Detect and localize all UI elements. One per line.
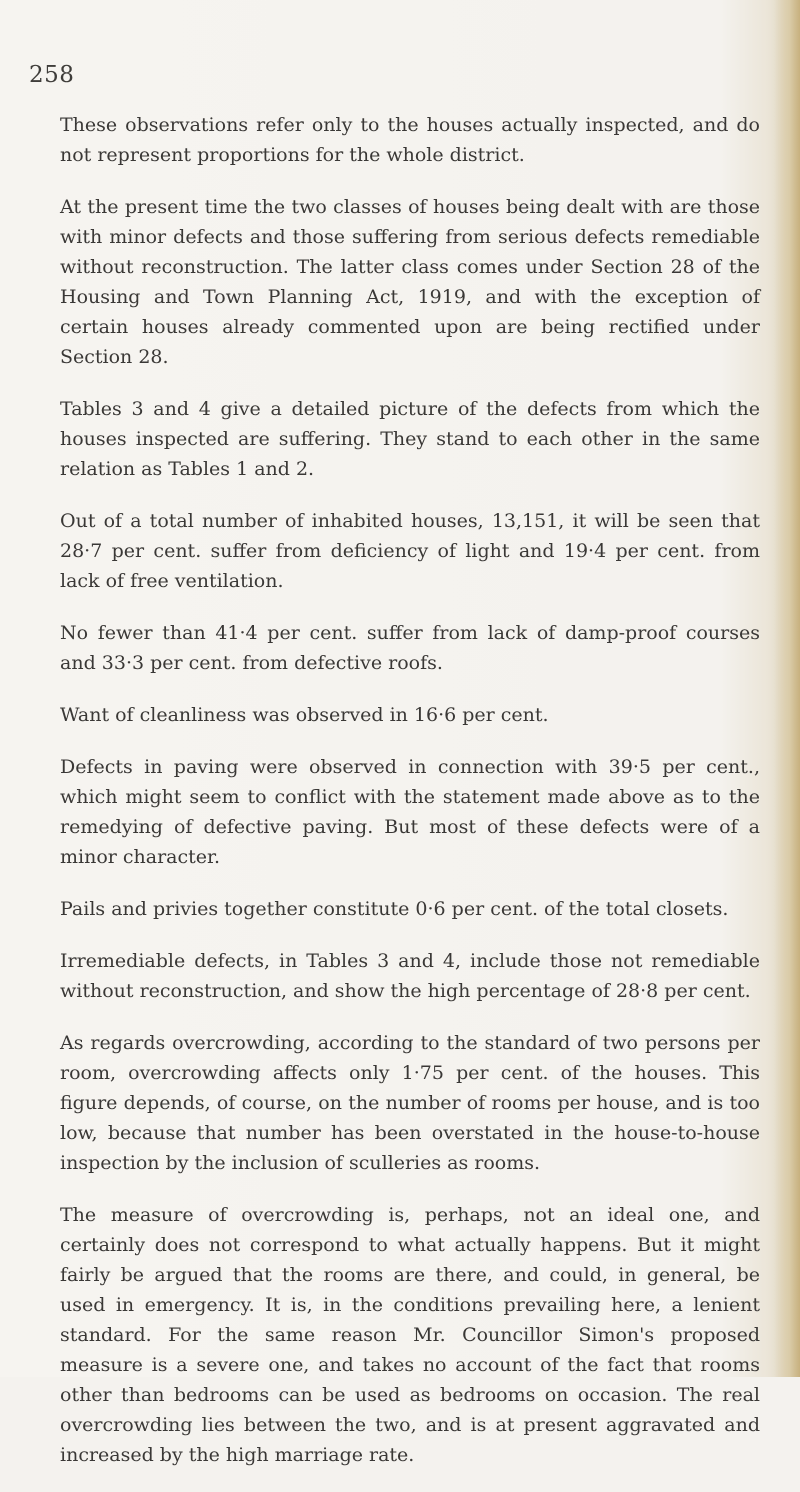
paragraph-overcrowding: As regards overcrowding, according to the standard of two persons per room, overcrowding affects only 1·75 per cent. of the houses. This figure depends, of course, on the number of rooms per house, and is too low, because that number has been overstated in the house-to-house inspection by the inclusion of sculleries as rooms. <box>60 1032 760 1174</box>
body-text <box>60 110 760 1492</box>
paragraph-pails-privies: Pails and privies together constitute 0·6 per cent. of the total closets. <box>60 898 729 920</box>
page-edge-discoloration <box>774 0 800 1377</box>
page-number: 258 <box>29 62 75 88</box>
paragraph-irremediable-defects: Irremediable defects, in Tables 3 and 4, include those not remediable without reconstruction, and show the high percentage of 28·8 per cent. <box>60 950 760 1002</box>
paragraph-damp-proof-roofs: No fewer than 41·4 per cent. suffer from lack of damp-proof courses and 33·3 per cent. from defective roofs. <box>60 622 760 674</box>
paragraph-paving: Defects in paving were observed in connection with 39·5 per cent., which might seem to conflict with the statement made above as to the remedying of defective paving. But most of these defects were of a minor character. <box>60 756 760 868</box>
paragraph-light-ventilation: Out of a total number of inhabited houses, 13,151, it will be seen that 28·7 per cent. suffer from deficiency of light and 19·4 per cent. from lack of free ventilation. <box>60 510 760 592</box>
paragraph-observations: These observations refer only to the houses actually inspected, and do not represent proportions for the whole district. <box>60 114 760 166</box>
paragraph-tables-3-and-4: Tables 3 and 4 give a detailed picture of the defects from which the houses inspected are suffering. They stand to each other in the same relation as Tables 1 and 2. <box>60 398 760 480</box>
paragraph-classes-of-houses: At the present time the two classes of houses being dealt with are those with minor defects and those suffering from serious defects remediable without reconstruction. The latter class comes under Section 28 of the Housing and Town Planning Act, 1919, and with the exception of certain houses already commented upon are being rectified under Section 28. <box>60 196 760 368</box>
paragraph-overcrowding-measure: The measure of overcrowding is, perhaps, not an ideal one, and certainly does not correspond to what actually happens. But it might fairly be argued that the rooms are there, and could, in general, be used in emergency. It is, in the conditions prevailing here, a lenient standard. For the same reason Mr. Councillor Simon's proposed measure is a severe one, and takes no account of the fact that rooms other than bedrooms can be used as bedrooms on occasion. The real overcrowding lies between the two, and is at present aggravated and increased by the high marriage rate. <box>60 1204 760 1466</box>
paragraph-cleanliness: Want of cleanliness was observed in 16·6 per cent. <box>60 704 549 726</box>
